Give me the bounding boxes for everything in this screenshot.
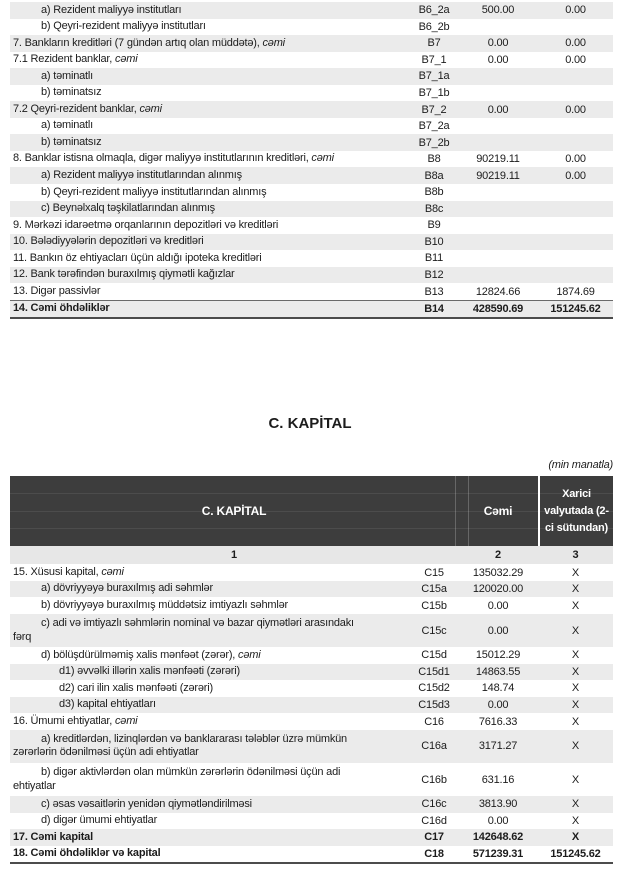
row-label-line1 — [13, 798, 408, 812]
row-label-text: b) təminatsız — [41, 86, 102, 99]
row-label-line1 — [13, 665, 408, 679]
row-label-line1 — [13, 53, 408, 67]
table-row — [10, 2, 613, 19]
row-label-line1 — [13, 103, 408, 117]
row-label-line1 — [13, 682, 408, 696]
row-total-value: 0.00 — [487, 599, 509, 612]
row-label-line1 — [13, 37, 408, 51]
row-total-value: 142648.62 — [472, 831, 524, 844]
row-foreign-value: X — [571, 649, 580, 662]
row-label — [10, 301, 410, 317]
row-label — [10, 830, 410, 846]
row-label-line1 — [13, 152, 408, 166]
row-label — [10, 797, 410, 813]
row-total-value: 90219.11 — [476, 169, 520, 182]
row-label — [10, 616, 410, 645]
header-col-foreign: Xarici valyutada (2-ci sütundan) — [538, 476, 613, 546]
row-label-text: 11. Bankın öz ehtiyacları üçün aldığı ipoteka kreditləri — [13, 251, 262, 264]
row-label-line1 — [13, 847, 408, 861]
row-label-line1 — [13, 186, 408, 200]
row-label — [10, 648, 410, 664]
row-label-text: 7. Bankların kreditləri (7 gündən artıq olan müddətə), — [13, 36, 263, 49]
row-code: C16b — [421, 773, 447, 786]
row-label-text: d1) əvvəlki illərin xalis mənfəəti (zərəri) — [59, 665, 240, 678]
row-label — [10, 102, 410, 118]
column-numbers-row — [10, 546, 613, 564]
row-total-value: 631.16 — [481, 773, 515, 786]
column-number-2: 2 — [495, 549, 501, 562]
row-code: B13 — [424, 285, 444, 298]
row-label-text: a) təminatlı — [41, 69, 94, 82]
table-row — [10, 829, 613, 846]
table-row — [10, 730, 613, 763]
row-label-text: b) Qeyri-rezident maliyyə institutları — [41, 20, 206, 33]
table-row — [10, 134, 613, 151]
row-label-text: b) təminatsız — [41, 135, 102, 148]
row-foreign-value: X — [571, 798, 580, 811]
report-page — [0, 2, 620, 890]
row-total-value: 135032.29 — [472, 566, 524, 579]
row-code: C16d — [421, 814, 447, 827]
table-row — [10, 614, 613, 647]
table-row — [10, 647, 613, 664]
row-label-line1 — [13, 566, 408, 580]
row-label — [10, 234, 410, 250]
row-label-line1 — [13, 268, 408, 282]
row-code: B7_2b — [418, 136, 450, 149]
row-foreign-value: X — [571, 682, 580, 695]
row-label-text: 8. Banklar istisna olmaqla, digər maliyyə institutlarının kreditləri, — [13, 152, 312, 165]
table-row — [10, 813, 613, 830]
capital-table-header — [10, 476, 613, 546]
row-label-line1 — [13, 599, 408, 613]
row-label — [10, 681, 410, 697]
table-row — [10, 234, 613, 251]
row-label-text: 13. Digər passivlər — [13, 284, 101, 297]
table-row — [10, 846, 613, 865]
section-c-heading: C. KAPİTAL — [268, 415, 352, 433]
row-label-line2: fərq — [13, 630, 32, 643]
row-label-text: 7.1 Rezident banklar, — [13, 53, 116, 66]
row-total-value: 3813.90 — [478, 798, 518, 811]
row-label — [10, 284, 410, 300]
row-code: B7 — [427, 37, 441, 50]
row-label-line1 — [13, 20, 408, 34]
table-row — [10, 713, 613, 730]
row-total-value: 571239.31 — [472, 847, 524, 860]
row-foreign-value: 1874.69 — [556, 285, 595, 298]
row-label — [10, 846, 410, 862]
table-row — [10, 151, 613, 168]
row-label-text: c) adi və imtiyazlı səhmlərin nominal və bazar qiymətləri arasındakı — [41, 617, 354, 630]
row-label-text: 15. Xüsusi kapital, — [13, 565, 102, 578]
table-row — [10, 680, 613, 697]
row-code: B7_2a — [418, 120, 450, 133]
row-label-text: a) Rezident maliyyə institutları — [41, 3, 182, 16]
row-label-line2: zərərlərin ödənilməsi üçün adi ehtiyatlar — [13, 746, 199, 759]
row-label-italic-suffix: cəmi — [114, 714, 138, 727]
row-code: C16 — [424, 715, 444, 728]
row-label-text: 9. Mərkəzi idarəetmə orqanlarının depozitləri və kreditləri — [13, 218, 279, 231]
row-label-text: a) dövriyyəyə buraxılmış adi səhmlər — [41, 582, 213, 595]
row-foreign-value: 151245.62 — [550, 303, 601, 316]
row-foreign-value: X — [571, 831, 580, 844]
row-total-value: 3171.27 — [478, 740, 518, 753]
table-row — [10, 217, 613, 234]
row-total-value: 0.00 — [487, 699, 509, 712]
row-label-text: 7.2 Qeyri-rezident banklar, — [13, 102, 140, 115]
row-label — [10, 664, 410, 680]
row-label-line1 — [13, 582, 408, 596]
row-code: B7_1b — [418, 87, 450, 99]
row-code: C17 — [424, 831, 444, 844]
row-code: B6_2b — [418, 20, 450, 33]
row-foreign-value: X — [571, 814, 580, 827]
row-total-value: 7616.33 — [478, 715, 518, 728]
row-label — [10, 565, 410, 581]
row-total-value: 0.00 — [487, 53, 509, 66]
row-label — [10, 3, 410, 19]
capital-table — [10, 564, 613, 864]
table-row — [10, 697, 613, 714]
row-code: B11 — [424, 252, 444, 265]
row-total-value: 0.00 — [487, 624, 509, 637]
table-row — [10, 101, 613, 118]
row-code: C15c — [421, 624, 447, 637]
row-foreign-value: 0.00 — [565, 4, 586, 17]
row-code: C15a — [421, 583, 447, 596]
row-label-line1 — [13, 831, 408, 845]
row-code: C15 — [424, 566, 444, 579]
row-code: B7_1a — [418, 70, 450, 83]
row-label-text: 17. Cəmi kapital — [13, 830, 93, 843]
row-label-italic-suffix: cəmi — [262, 36, 285, 49]
row-label-text: d) digər ümumi ehtiyatlar — [41, 814, 158, 827]
row-foreign-value: X — [571, 566, 580, 579]
row-foreign-value: 0.00 — [565, 153, 586, 166]
row-label-text: 12. Bank tərəfindən buraxılmış qiymətli kağızlar — [13, 268, 235, 281]
row-foreign-value: X — [571, 740, 580, 753]
row-code: C15d3 — [418, 699, 450, 712]
row-foreign-value: X — [571, 599, 580, 612]
table-row — [10, 167, 613, 184]
row-label-text: b) dövriyyəyə buraxılmış müddətsiz imtiyazlı səhmlər — [41, 599, 288, 611]
header-col-total: Cəmi — [483, 504, 513, 519]
row-code: B12 — [424, 269, 444, 282]
row-code: B9 — [427, 219, 441, 232]
row-label — [10, 598, 410, 614]
row-code: B7_1 — [421, 53, 447, 66]
row-code: B7_2 — [421, 103, 447, 116]
row-foreign-value: X — [571, 773, 580, 786]
row-foreign-value: 0.00 — [565, 169, 586, 182]
row-label-line1 — [13, 814, 408, 828]
row-code: B8b — [424, 186, 444, 199]
row-label-line1 — [13, 219, 408, 233]
row-label-line1 — [13, 86, 408, 100]
row-label — [10, 267, 410, 283]
row-foreign-value: 0.00 — [565, 37, 586, 50]
row-label — [10, 135, 410, 151]
row-label-line1 — [13, 285, 408, 299]
row-label-line1 — [13, 715, 408, 729]
row-foreign-value: X — [571, 715, 580, 728]
row-label-line1 — [13, 70, 408, 84]
row-label — [10, 732, 410, 761]
header-title: C. KAPİTAL — [201, 504, 267, 519]
row-label-text: d3) kapital ehtiyatları — [59, 698, 156, 711]
header-gridline — [10, 493, 613, 494]
row-total-value: 0.00 — [487, 37, 509, 50]
row-label-line1 — [13, 136, 408, 150]
table-row — [10, 283, 613, 300]
row-total-value: 120020.00 — [472, 583, 524, 596]
table-row — [10, 796, 613, 813]
row-foreign-value: 0.00 — [565, 103, 586, 116]
row-label — [10, 581, 410, 597]
row-label — [10, 714, 410, 730]
table-row — [10, 581, 613, 598]
row-label — [10, 185, 410, 201]
row-label-text: 18. Cəmi öhdəliklər və kapital — [13, 847, 161, 860]
row-label-line1 — [13, 766, 408, 780]
row-total-value: 148.74 — [481, 682, 515, 695]
row-code: C18 — [424, 847, 444, 860]
row-foreign-value: X — [571, 699, 580, 712]
row-code: B8c — [424, 202, 444, 215]
row-label — [10, 813, 410, 829]
row-label-text: d2) cari ilin xalis mənfəəti (zərəri) — [59, 681, 213, 694]
row-label-text: d) bölüşdürülməmiş xalis mənfəət (zərər), — [41, 648, 239, 661]
row-label-italic-suffix: cəmi — [311, 152, 334, 165]
table-row — [10, 118, 613, 135]
row-code: B6_2a — [418, 4, 450, 17]
row-total-value: 428590.69 — [472, 303, 524, 316]
row-code: C16a — [421, 740, 447, 753]
row-label-italic-suffix: cəmi — [139, 102, 162, 115]
row-label-line1 — [13, 119, 408, 133]
row-total-value: 15012.29 — [475, 649, 521, 662]
row-label — [10, 201, 410, 217]
row-total-value: 90219.11 — [476, 153, 520, 166]
row-label — [10, 251, 410, 267]
row-code: C15b — [421, 599, 447, 612]
row-label — [10, 19, 410, 35]
row-label-text: 14. Cəmi öhdəliklər — [13, 302, 110, 315]
row-label — [10, 765, 410, 794]
row-label-line1 — [13, 235, 408, 249]
unit-note: (min manatla) — [548, 459, 613, 472]
row-code: C15d2 — [418, 682, 450, 695]
table-row — [10, 184, 613, 201]
row-label — [10, 52, 410, 68]
table-row — [10, 597, 613, 614]
row-label-text: a) kreditlərdən, lizinqlərdən və banklararası tələblər üzrə mümkün — [41, 732, 347, 745]
row-foreign-value: 151245.62 — [550, 847, 601, 860]
column-number-3: 3 — [572, 549, 579, 562]
table-row — [10, 664, 613, 681]
header-gridline — [10, 528, 613, 529]
row-label — [10, 218, 410, 234]
row-total-value: 0.00 — [487, 814, 509, 827]
table-row — [10, 267, 613, 284]
row-label — [10, 85, 410, 101]
row-code: C15d1 — [418, 665, 450, 678]
row-label-line2: ehtiyatlar — [13, 779, 56, 792]
row-total-value: 500.00 — [481, 4, 515, 17]
table-row — [10, 19, 613, 36]
liabilities-table — [10, 2, 613, 319]
row-label-line1 — [13, 649, 408, 663]
row-label — [10, 118, 410, 134]
row-total-value: 12824.66 — [475, 285, 521, 298]
row-label-text: a) Rezident maliyyə institutlarından alınmış — [41, 168, 242, 181]
row-code: B8a — [424, 169, 444, 182]
table-row — [10, 85, 613, 102]
row-label-line1 — [13, 698, 408, 712]
row-code: C15d — [421, 649, 447, 662]
row-code: B14 — [424, 303, 444, 316]
row-code: B8 — [427, 153, 441, 166]
row-foreign-value: X — [571, 583, 580, 596]
row-total-value: 14863.55 — [475, 665, 521, 678]
table-row — [10, 564, 613, 581]
row-label-text: b) digər aktivlərdən olan mümkün zərərlərin ödənilməsi üçün adi — [41, 766, 341, 778]
row-label-text: a) təminatlı — [41, 119, 94, 132]
row-label — [10, 168, 410, 184]
row-label-line1 — [13, 617, 408, 631]
row-label-text: b) Qeyri-rezident maliyyə institutlarından alınmış — [41, 185, 267, 198]
row-label-line1 — [13, 302, 408, 316]
row-label-line1 — [13, 252, 408, 266]
row-label-italic-suffix: cəmi — [238, 648, 261, 661]
table-row — [10, 763, 613, 796]
row-foreign-value: 0.00 — [565, 53, 586, 66]
row-foreign-value: X — [571, 665, 580, 678]
row-code: C16c — [421, 798, 447, 811]
table-row — [10, 250, 613, 267]
row-label-text: c) əsas vəsaitlərin yenidən qiymətləndirilməsi — [41, 797, 252, 810]
row-label-line1 — [13, 169, 408, 183]
row-label-text: 16. Ümumi ehtiyatlar, — [13, 714, 115, 727]
row-label — [10, 69, 410, 85]
row-total-value: 0.00 — [487, 103, 509, 116]
table-row — [10, 35, 613, 52]
row-label — [10, 697, 410, 713]
table-row — [10, 300, 613, 320]
table-row — [10, 52, 613, 69]
row-foreign-value: X — [571, 624, 580, 637]
row-label-line1 — [13, 202, 408, 216]
column-number-1: 1 — [231, 549, 237, 562]
row-label — [10, 36, 410, 52]
table-row — [10, 68, 613, 85]
header-gridline — [10, 511, 613, 512]
row-label — [10, 151, 410, 167]
row-label-italic-suffix: cəmi — [101, 565, 124, 578]
row-label-line1 — [13, 733, 408, 747]
row-label-text: c) Beynəlxalq təşkilatlarından alınmış — [41, 202, 215, 215]
row-label-text: 10. Bələdiyyələrin depozitləri və kreditləri — [13, 235, 204, 248]
table-row — [10, 201, 613, 218]
row-label-italic-suffix: cəmi — [115, 53, 138, 66]
row-code: B10 — [424, 235, 444, 248]
row-label-line1 — [13, 4, 408, 18]
